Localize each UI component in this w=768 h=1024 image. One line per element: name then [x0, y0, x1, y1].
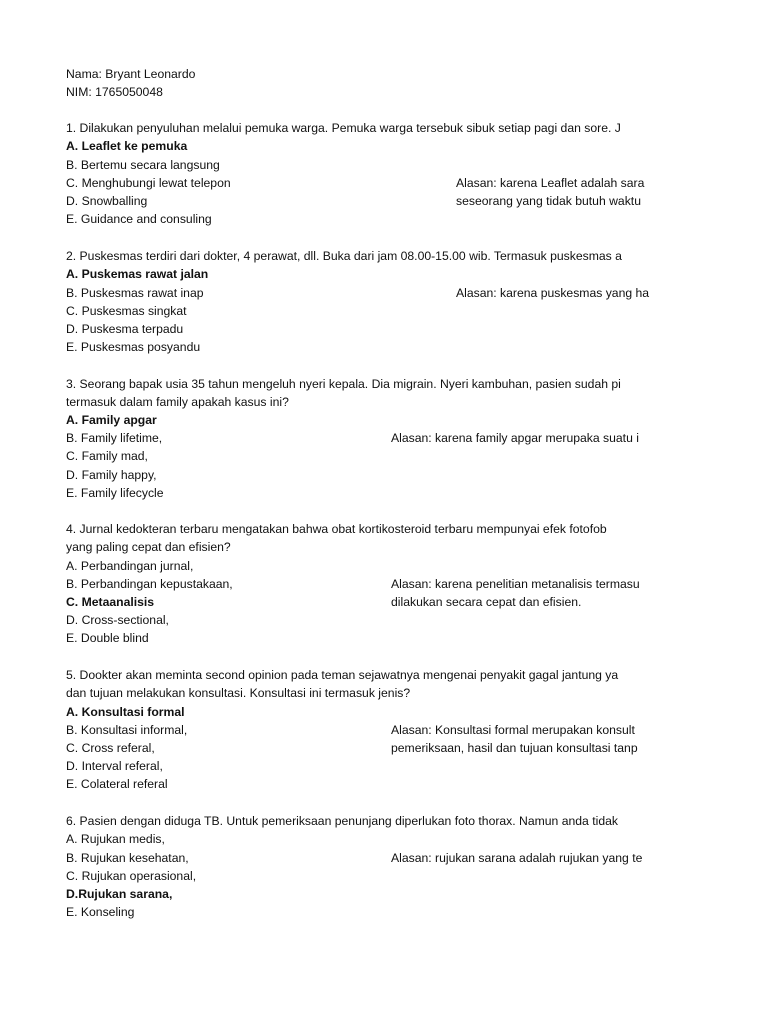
question-5-text-line-1: 5. Dookter akan meminta second opinion pada teman sejawatnya mengenai penyakit gagal jantung ya [66, 668, 619, 682]
q6-option-e: E. Konseling [66, 905, 135, 919]
q4-option-b: B. Perbandingan kepustakaan, [66, 577, 233, 591]
q1-option-c: C. Menghubungi lewat telepon [66, 176, 231, 190]
question-4-text-line-2: yang paling cepat dan efisien? [66, 540, 231, 554]
q4-reason-line-1: Alasan: karena penelitian metanalisis termasu [391, 577, 640, 591]
q2-option-b: B. Puskesmas rawat inap [66, 286, 204, 300]
q5-reason-line-2: pemeriksaan, hasil dan tujuan konsultasi tanp [391, 741, 638, 755]
q3-reason-line-1: Alasan: karena family apgar merupaka suatu i [391, 431, 639, 445]
q1-option-b: B. Bertemu secara langsung [66, 158, 220, 172]
q1-option-a: A. Leaflet ke pemuka [66, 139, 188, 153]
q6-reason-line-1: Alasan: rujukan sarana adalah rujukan yang te [391, 851, 643, 865]
q3-option-c: C. Family mad, [66, 449, 148, 463]
q2-reason-line-1: Alasan: karena puskesmas yang ha [456, 286, 650, 300]
q5-reason-line-1: Alasan: Konsultasi formal merupakan konsult [391, 723, 635, 737]
q3-option-a: A. Family apgar [66, 413, 157, 427]
q5-option-c: C. Cross referal, [66, 741, 155, 755]
question-4-text-line-1: 4. Jurnal kedokteran terbaru mengatakan bahwa obat kortikosteroid terbaru mempunyai efek fotofob [66, 522, 607, 536]
student-nim: NIM: 1765050048 [66, 85, 163, 99]
q6-option-a: A. Rujukan medis, [66, 832, 165, 846]
q1-reason-line-2: seseorang yang tidak butuh waktu [456, 194, 641, 208]
question-3-text-line-1: 3. Seorang bapak usia 35 tahun mengeluh nyeri kepala. Dia migrain. Nyeri kambuhan, pasien sudah pi [66, 377, 621, 391]
q4-option-e: E. Double blind [66, 631, 149, 645]
q4-option-a: A. Perbandingan jurnal, [66, 559, 194, 573]
q2-option-d: D. Puskesma terpadu [66, 322, 184, 336]
student-name: Nama: Bryant Leonardo [66, 67, 196, 81]
q2-option-a: A. Puskemas rawat jalan [66, 267, 209, 281]
question-5-text-line-2: dan tujuan melakukan konsultasi. Konsultasi ini termasuk jenis? [66, 686, 411, 700]
question-1-text: 1. Dilakukan penyuluhan melalui pemuka warga. Pemuka warga tersebuk sibuk setiap pagi dan sore. J [66, 121, 621, 135]
question-6-text: 6. Pasien dengan diduga TB. Untuk pemeriksaan penunjang diperlukan foto thorax. Namun anda tidak [66, 814, 618, 828]
question-2-text: 2. Puskesmas terdiri dari dokter, 4 perawat, dll. Buka dari jam 08.00-15.00 wib. Termasuk puskesmas a [66, 249, 622, 263]
q5-option-d: D. Interval referal, [66, 759, 163, 773]
q1-option-e: E. Guidance and consuling [66, 212, 212, 226]
q4-option-d: D. Cross-sectional, [66, 613, 169, 627]
q3-option-b: B. Family lifetime, [66, 431, 163, 445]
q2-option-c: C. Puskesmas singkat [66, 304, 187, 318]
question-3-text-line-2: termasuk dalam family apakah kasus ini? [66, 395, 289, 409]
q1-option-d: D. Snowballing [66, 194, 148, 208]
q6-option-c: C. Rujukan operasional, [66, 869, 197, 883]
q6-option-d: D.Rujukan sarana, [66, 887, 173, 901]
q5-option-e: E. Colateral referal [66, 777, 168, 791]
q2-option-e: E. Puskesmas posyandu [66, 340, 201, 354]
q1-reason-line-1: Alasan: karena Leaflet adalah sara [456, 176, 645, 190]
q6-option-b: B. Rujukan kesehatan, [66, 851, 189, 865]
q5-option-b: B. Konsultasi informal, [66, 723, 188, 737]
q3-option-d: D. Family happy, [66, 468, 157, 482]
q4-reason-line-2: dilakukan secara cepat dan efisien. [391, 595, 582, 609]
q5-option-a: A. Konsultasi formal [66, 705, 185, 719]
q3-option-e: E. Family lifecycle [66, 486, 164, 500]
q4-option-c: C. Metaanalisis [66, 595, 155, 609]
